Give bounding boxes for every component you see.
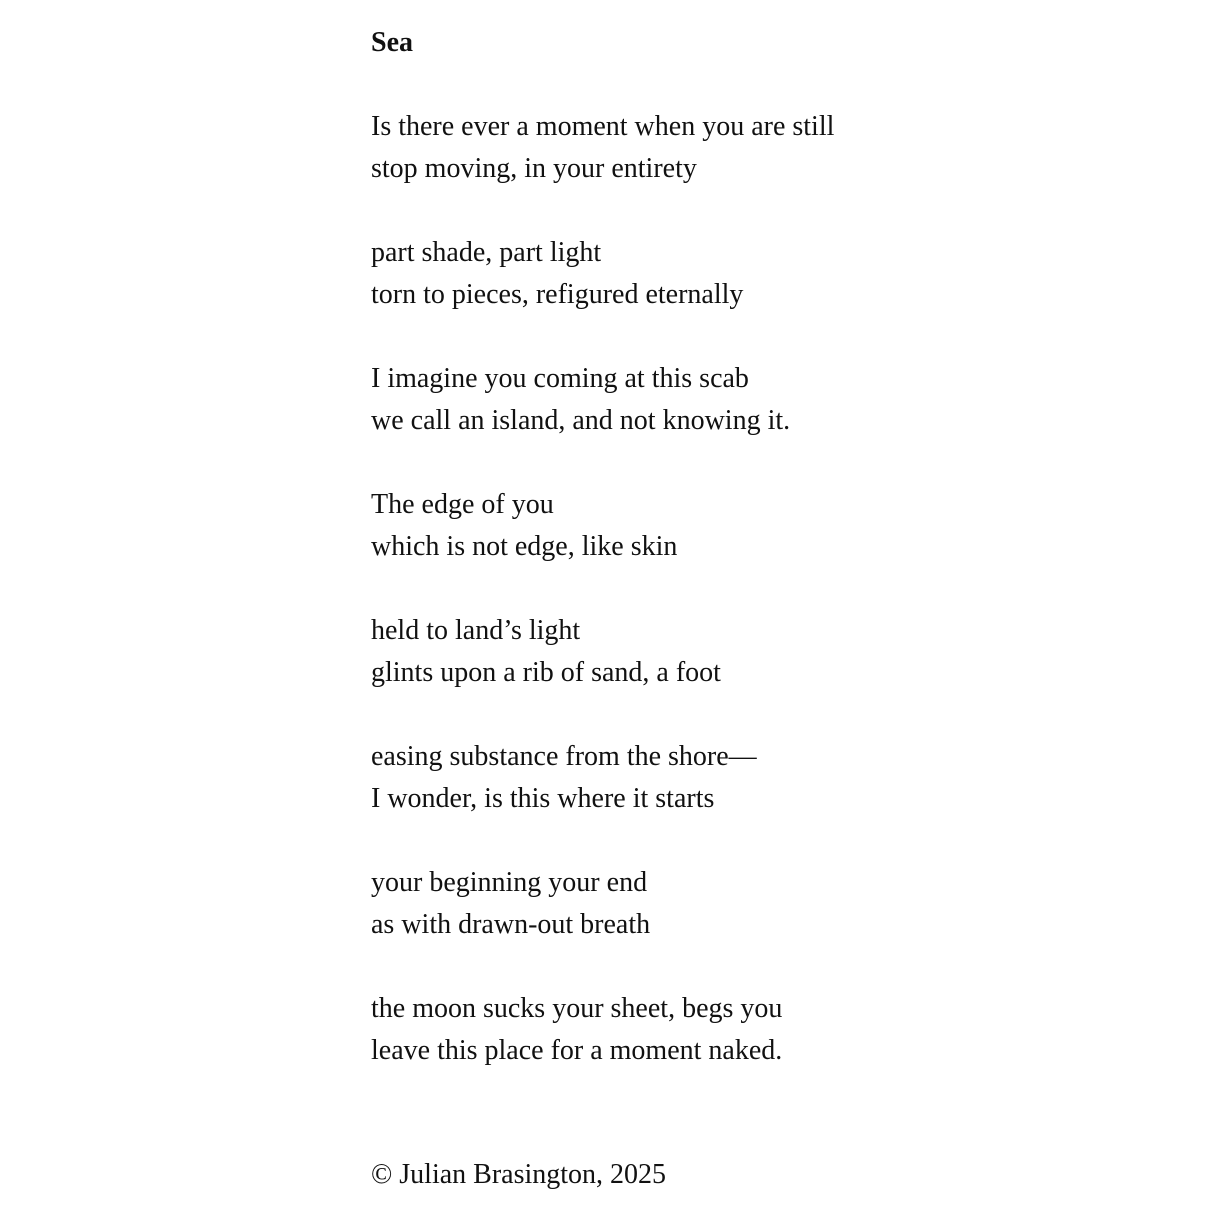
stanza-8 bbox=[371, 988, 1171, 1072]
poem-line: as with drawn-out breath bbox=[371, 909, 651, 940]
poem-line: part shade, part light bbox=[371, 237, 602, 268]
poem-line: leave this place for a moment naked. bbox=[371, 1035, 783, 1066]
poem-line: easing substance from the shore— bbox=[371, 741, 757, 772]
poem-line: The edge of you bbox=[371, 489, 554, 520]
poem-line: I imagine you coming at this scab bbox=[371, 363, 749, 394]
poem-line: torn to pieces, refigured eternally bbox=[371, 279, 744, 310]
poem-line: which is not edge, like skin bbox=[371, 531, 678, 562]
poem-line: we call an island, and not knowing it. bbox=[371, 405, 791, 436]
copyright-notice: © Julian Brasington, 2025 bbox=[371, 1159, 667, 1190]
poem-line: stop moving, in your entirety bbox=[371, 153, 697, 184]
poem-line: the moon sucks your sheet, begs you bbox=[371, 993, 783, 1024]
poem-line: your beginning your end bbox=[371, 867, 648, 898]
poem bbox=[371, 22, 1171, 1114]
poem-line: I wonder, is this where it starts bbox=[371, 783, 715, 814]
stanza-4 bbox=[371, 484, 1171, 568]
stanza-5 bbox=[371, 610, 1171, 694]
stanza-3 bbox=[371, 358, 1171, 442]
stanza-1 bbox=[371, 106, 1171, 190]
stanza-7 bbox=[371, 862, 1171, 946]
poem-title: Sea bbox=[371, 27, 413, 58]
poem-line: Is there ever a moment when you are still bbox=[371, 111, 835, 142]
poem-line: glints upon a rib of sand, a foot bbox=[371, 657, 721, 688]
stanza-2 bbox=[371, 232, 1171, 316]
poem-line: held to land’s light bbox=[371, 615, 581, 646]
stanza-6 bbox=[371, 736, 1171, 820]
